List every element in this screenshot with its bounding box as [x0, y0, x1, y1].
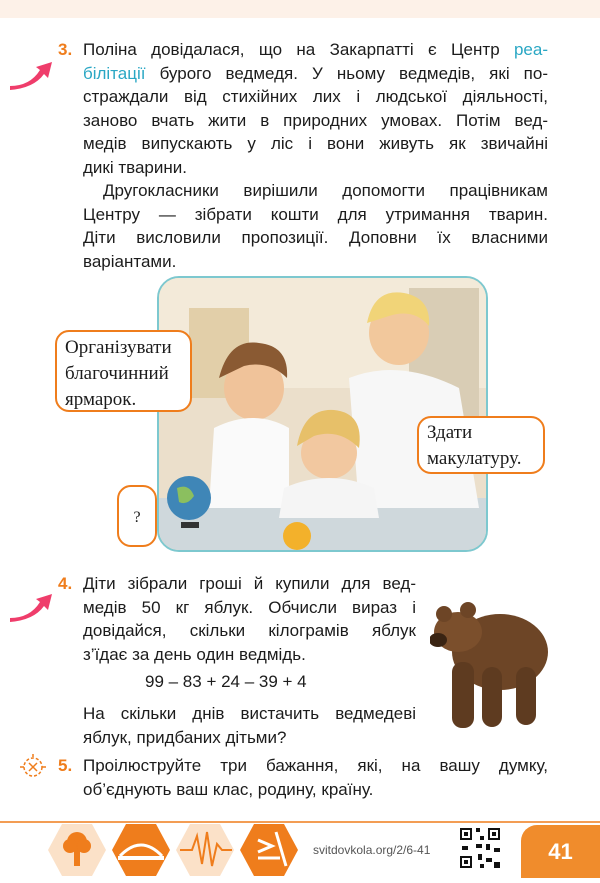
- text-segment: Поліна довідалася, що на Закарпатті є Центр: [83, 40, 514, 59]
- text-line: Проілюструйте три бажання, які, на вашу думку,: [83, 756, 548, 775]
- text-segment: Центру — зібрати кошти для утримання тварин.: [83, 204, 548, 224]
- text-segment: варіантами.: [83, 251, 177, 271]
- text-line: Діти зібрали гроші й купили для вед-: [83, 574, 416, 593]
- lightbulb-gear-icon: [18, 753, 48, 781]
- text-line: довідайся, скільки кілограмів яблук: [83, 621, 416, 640]
- text-segment: Діти висловили пропозиції. Доповни їх власними: [83, 228, 548, 247]
- speech-bubble-question[interactable]: ?: [117, 485, 157, 547]
- text-segment: бурого ведмедя. У ньому ведмедів, які по-: [145, 63, 548, 83]
- task-4-number: 4.: [58, 574, 73, 593]
- text-line: з’їдає за день один ведмідь.: [83, 644, 306, 664]
- glossary-link[interactable]: білітації: [83, 63, 146, 83]
- task-3-number: 3.: [58, 40, 73, 59]
- text-line: об’єднують ваш клас, родину, країну.: [83, 779, 374, 799]
- footer-band: [0, 818, 600, 878]
- text-line: яблук, придбаних дітьми?: [83, 727, 287, 747]
- task-3-line: [83, 250, 548, 274]
- task-5-number: 5.: [58, 756, 73, 775]
- task-3-line: [83, 179, 548, 203]
- task-3-line: [83, 226, 548, 250]
- glossary-link[interactable]: реа-: [513, 40, 548, 59]
- task-3-text: [83, 38, 548, 273]
- task-4-question: [83, 702, 416, 749]
- seismograph-icon: [176, 824, 234, 876]
- qr-code-icon[interactable]: [458, 826, 502, 870]
- task-3-line: [83, 62, 548, 86]
- task-3-line: [83, 38, 548, 62]
- task-3-line: [83, 132, 548, 156]
- math-expression: 99 – 83 + 24 – 39 + 4: [145, 672, 307, 691]
- task-5-text: [83, 754, 548, 801]
- page-number: 41: [521, 825, 600, 878]
- explosion-icon: [48, 824, 106, 876]
- speech-bubble-recycling: Здати макулатуру.: [417, 416, 545, 474]
- text-segment: Другокласники вирішили допомогти працівникам: [103, 181, 548, 200]
- top-band: [0, 0, 600, 18]
- task-3-line: [83, 85, 548, 109]
- task-3-line: [83, 203, 548, 227]
- website-url[interactable]: svitdovkola.org/2/6-41: [313, 843, 431, 857]
- text-line: На скільки днів вистачить ведмедеві: [83, 704, 416, 723]
- task-3-arrow-icon: [8, 60, 54, 92]
- footer: [0, 818, 600, 878]
- task-3-line: [83, 109, 548, 133]
- task-4-text: [83, 572, 416, 666]
- brown-bear-image: [430, 592, 550, 734]
- comparison-icon: [240, 824, 298, 876]
- bridge-icon: [112, 824, 170, 876]
- speech-bubble-fair: Організувати благочинний ярмарок.: [55, 330, 192, 412]
- text-segment: дикі тварини.: [83, 157, 187, 177]
- task-3-line: [83, 156, 548, 180]
- text-segment: медів випускають у ліс і вони живуть як звичайні: [83, 134, 548, 153]
- text-segment: страждали від стихійних лих і людської діяльності,: [83, 87, 548, 106]
- text-line: медів 50 кг яблук. Обчисли вираз і: [83, 597, 416, 617]
- children-photo: [157, 276, 488, 552]
- task-4-arrow-icon: [8, 592, 54, 624]
- text-segment: заново вчать жити в природних умовах. Потім вед-: [83, 110, 548, 130]
